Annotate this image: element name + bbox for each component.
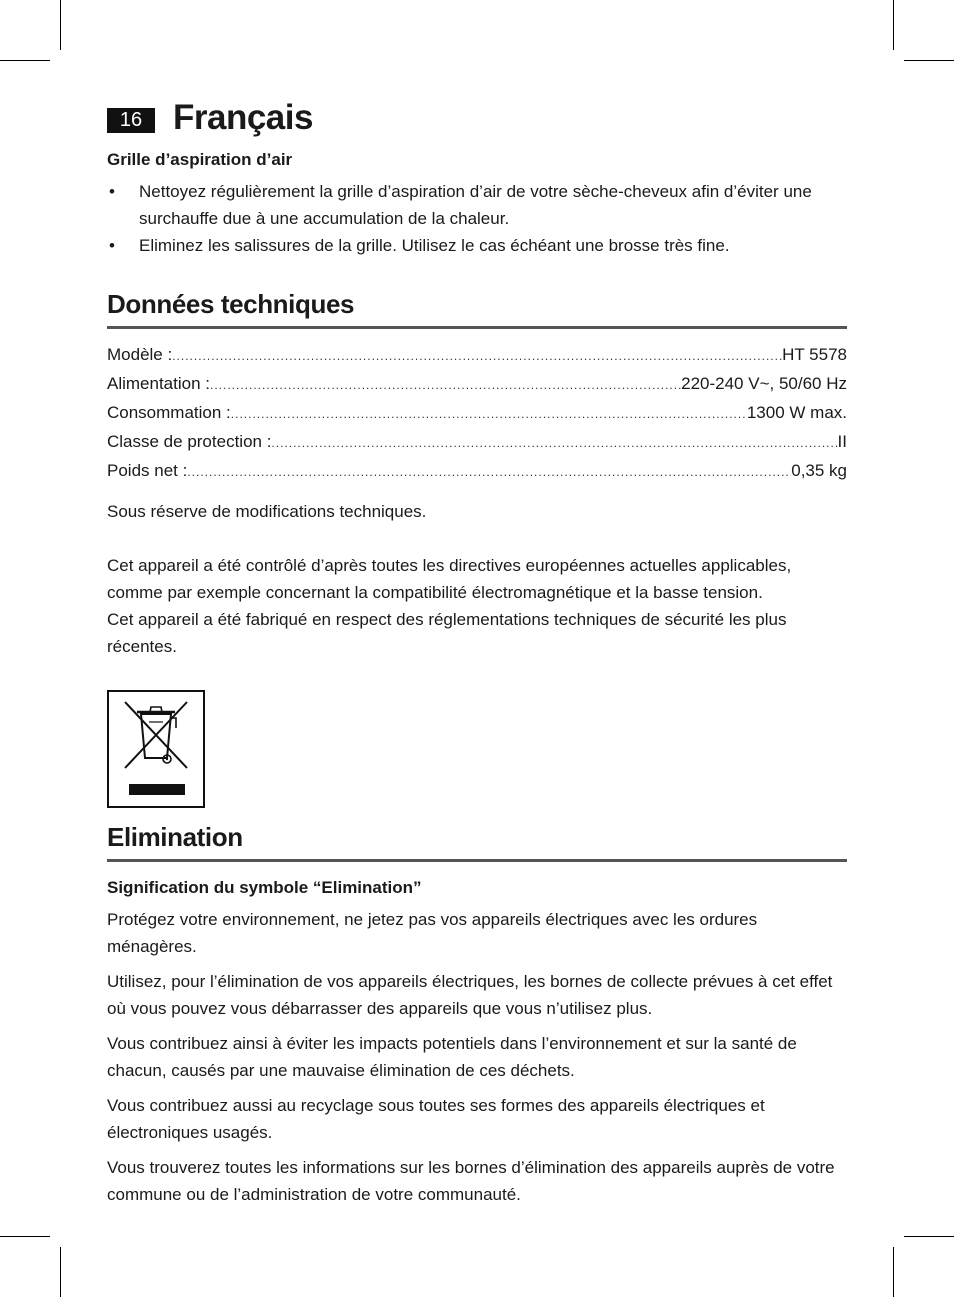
air-grille-list [107,178,847,259]
elimination-paragraph: Utilisez, pour l’élimination de vos appareils électriques, les bornes de collecte prévues à cet effet où vous pouvez vous débarrasser des appareils que vous n’utilisez plus. [107,972,833,1018]
spec-label: Alimentation : [107,374,210,393]
spec-value: II [837,432,847,451]
spec-table [107,341,847,486]
elimination-paragraph: Vous contribuez aussi au recyclage sous toutes ses formes des appareils électriques et électroniques usagés. [107,1096,765,1142]
language-title: Français [173,98,313,137]
page-number: 16 [107,108,155,133]
bullet-icon: • [109,236,115,255]
compliance-paragraph: Cet appareil a été fabriqué en respect des réglementations techniques de sécurité les plus récentes. [107,610,787,656]
air-grille-heading: Grille d’aspiration d’air [107,150,293,169]
dot-leader [231,399,747,428]
spec-row [107,341,847,370]
spec-row [107,457,847,486]
elimination-text [107,906,847,1208]
technical-data-title: Données techniques [107,289,847,329]
spec-row [107,399,847,428]
dot-leader [172,341,782,370]
list-item-text: Eliminez les salissures de la grille. Utilisez le cas échéant une brosse très fine. [139,236,730,255]
crop-mark [904,60,954,61]
crop-mark [893,0,894,50]
elimination-title: Elimination [107,822,847,862]
dot-leader [187,457,791,486]
dot-leader [271,428,837,457]
page-content [107,100,847,1208]
list-item-text: Nettoyez régulièrement la grille d’aspiration d’air de votre sèche-cheveux afin d’éviter une surchauffe due à une accumulation de la chaleur. [139,182,812,228]
crop-mark [893,1247,894,1297]
spec-label: Poids net : [107,461,188,480]
crossed-out-wheelie-bin-icon [107,690,205,808]
spec-value: HT 5578 [782,345,847,364]
spec-row [107,370,847,399]
spec-row [107,428,847,457]
spec-value: 0,35 kg [791,461,847,480]
crop-mark [0,60,50,61]
bullet-icon: • [109,182,115,201]
crop-mark [60,0,61,50]
crop-mark [60,1247,61,1297]
elimination-paragraph: Vous trouverez toutes les informations sur les bornes d’élimination des appareils auprès de votre commune ou de l’administration de votre communauté. [107,1158,835,1204]
compliance-paragraph: Cet appareil a été contrôlé d’après toutes les directives européennes actuelles applicables, comme par exemple concernant la compatibilité électromagnétique et la basse tension. [107,556,792,602]
spec-value: 1300 W max. [746,403,847,422]
spec-label: Modèle : [107,345,173,364]
page-header [107,100,847,136]
elimination-paragraph: Vous contribuez ainsi à éviter les impacts potentiels dans l’environnement et sur la santé de chacun, causés par une mauvaise élimination de ces déchets. [107,1034,797,1080]
symbol-meaning-heading: Signification du symbole “Elimination” [107,878,422,897]
dot-leader [210,370,681,399]
elimination-paragraph: Protégez votre environnement, ne jetez pas vos appareils électriques avec les ordures ménagères. [107,910,758,956]
list-item [107,178,847,232]
modification-note: Sous réserve de modifications techniques. [107,502,427,521]
list-item [107,232,847,259]
spec-value: 220-240 V~, 50/60 Hz [681,374,847,393]
spec-label: Consommation : [107,403,231,422]
crop-mark [0,1236,50,1237]
crop-mark [904,1236,954,1237]
spec-label: Classe de protection : [107,432,272,451]
compliance-text [107,552,847,660]
